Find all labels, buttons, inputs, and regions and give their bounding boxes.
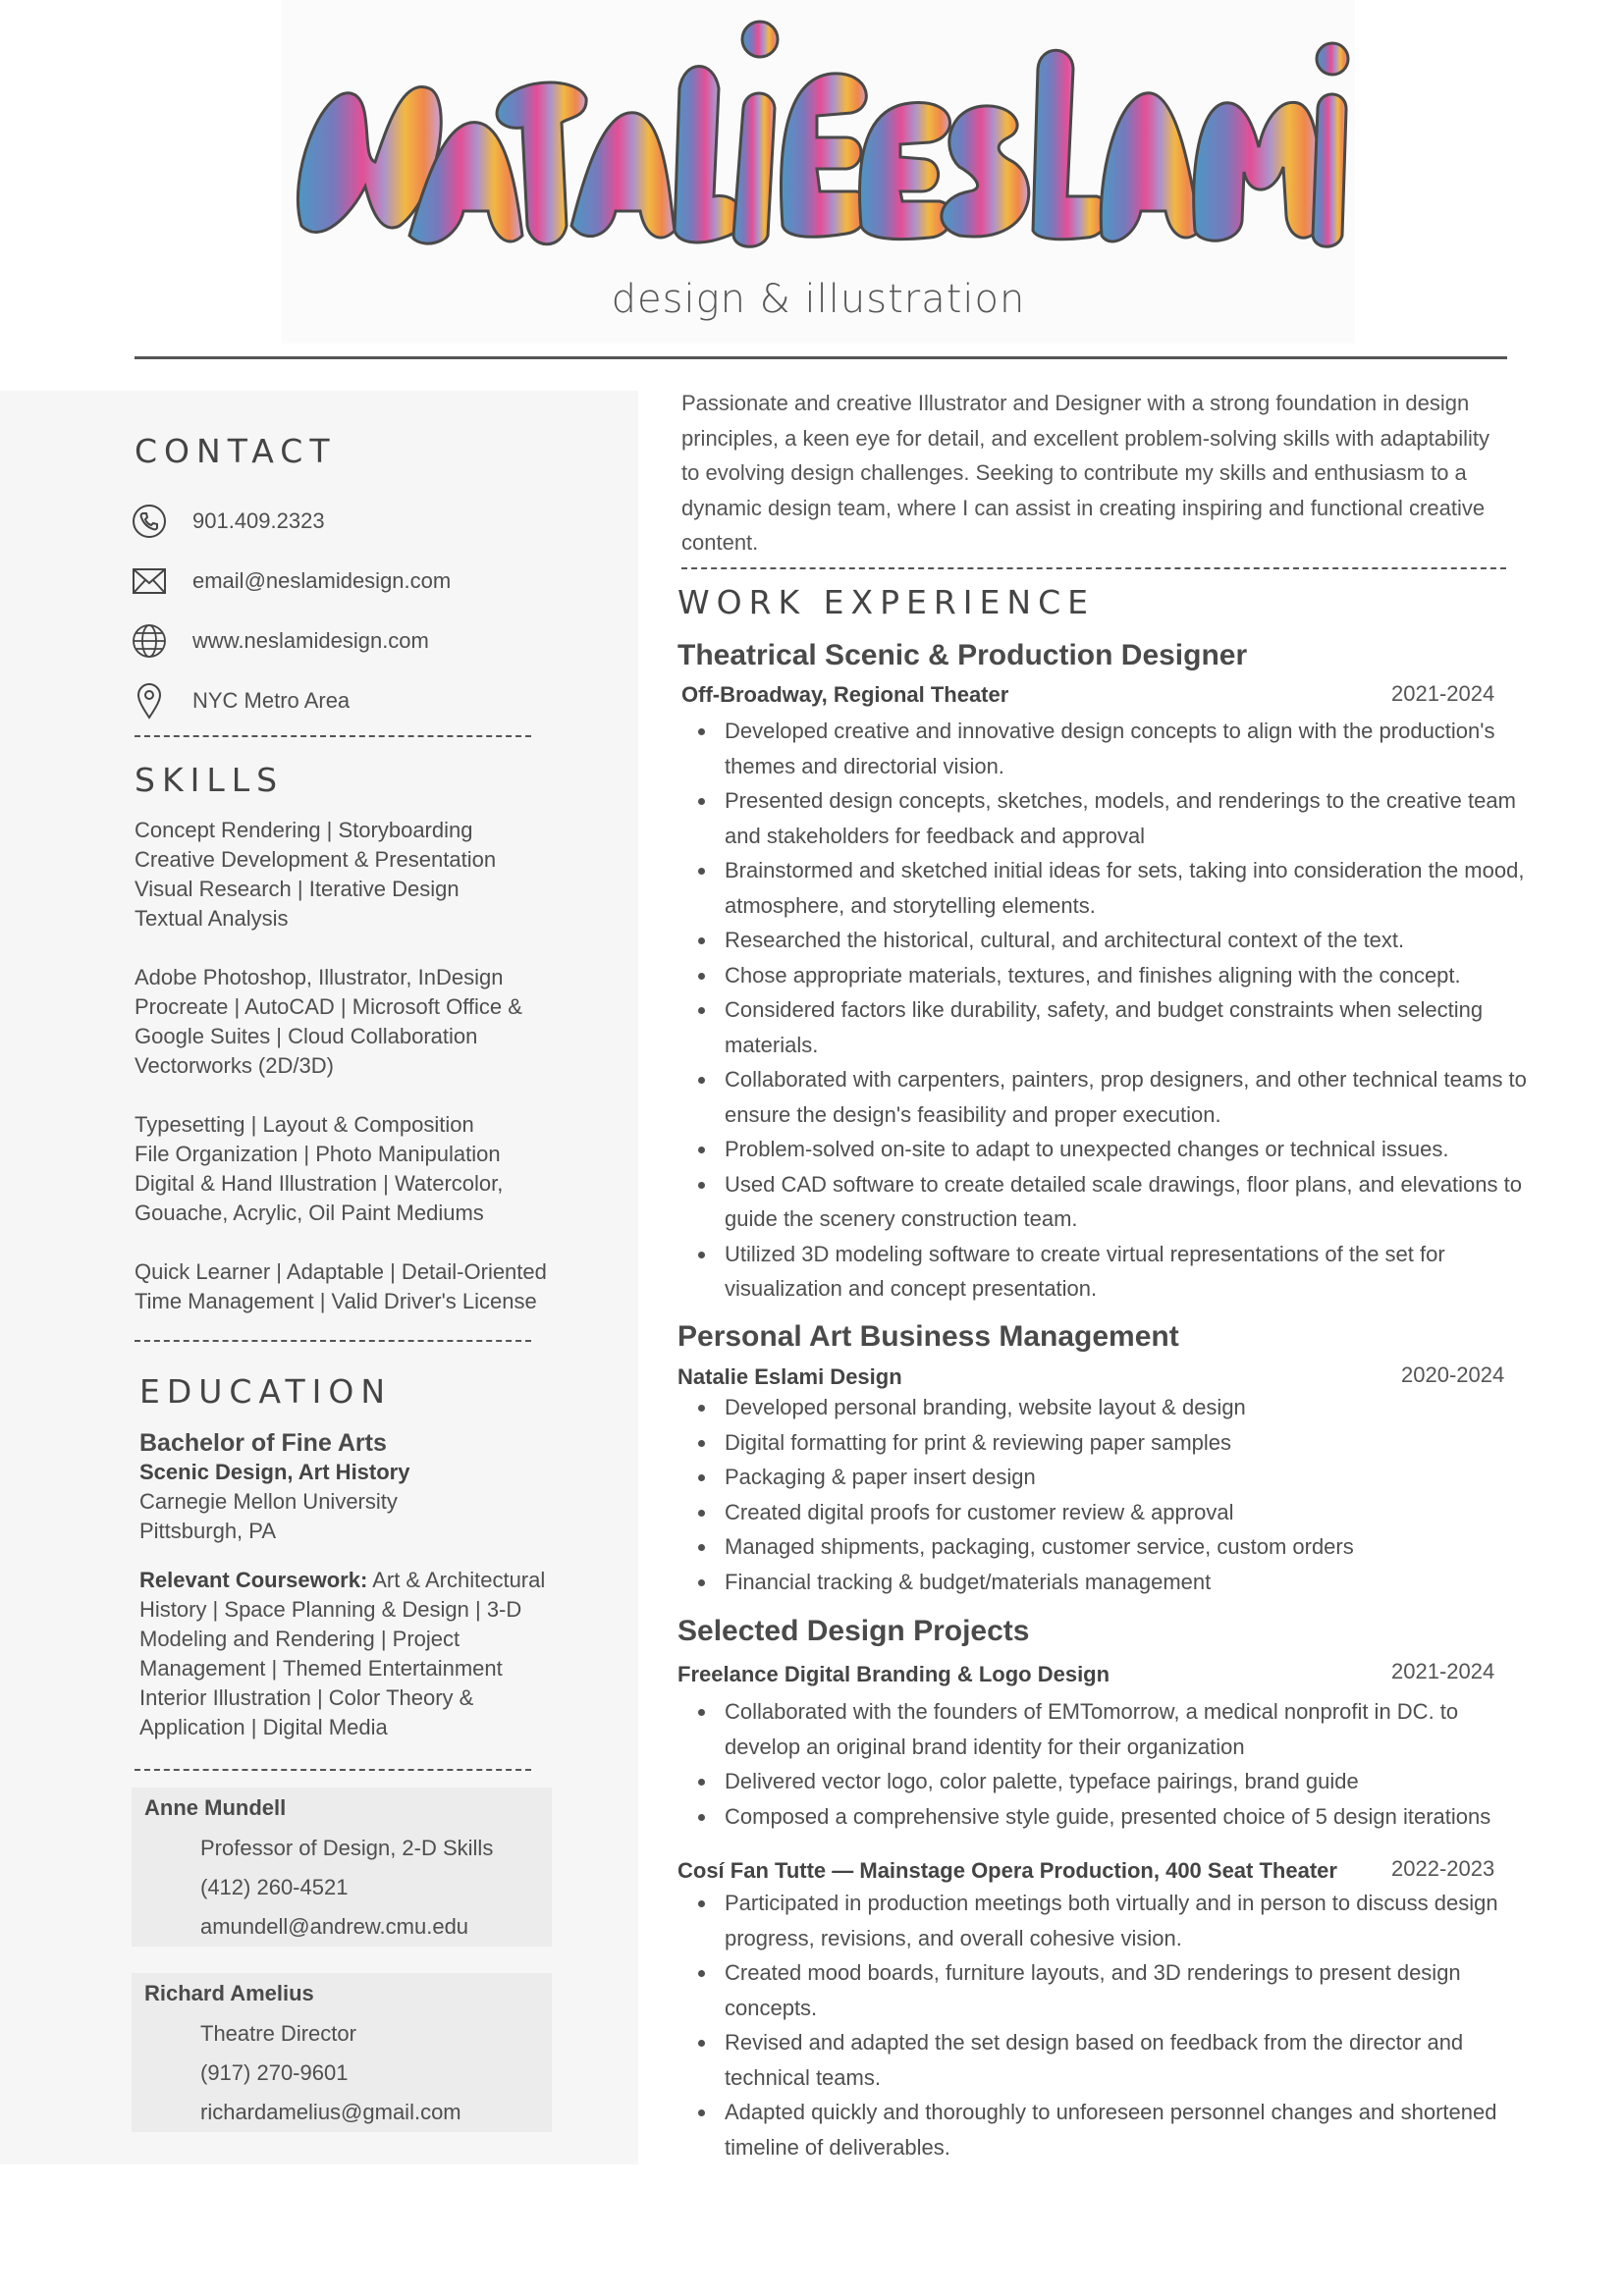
skills-heading: SKILLS [135, 761, 285, 799]
phone-icon [131, 503, 168, 540]
reference-email[interactable]: richardamelius@gmail.com [200, 2100, 461, 2124]
divider [135, 1340, 531, 1342]
project-dates: 2022-2023 [1391, 1856, 1495, 1881]
list-item: • Used CAD software to create detailed scale drawings, floor plans, and elevations to guide the scenery construction team. [718, 1167, 1533, 1237]
reference-card [132, 1973, 552, 2132]
major: Scenic Design, Art History [139, 1460, 410, 1484]
contact-heading: CONTACT [135, 432, 337, 470]
skills-group-software [135, 963, 576, 1081]
list-item: • Participated in production meetings both virtually and in person to discuss design progress, revisions, and overall cohesive vision. [718, 1886, 1533, 1955]
list-item: • Utilized 3D modeling software to create virtual representations of the set for visualization and concept presentation. [718, 1237, 1533, 1307]
education-heading: EDUCATION [139, 1372, 393, 1411]
phone-text: 901.409.2323 [192, 508, 325, 533]
reference-role: Professor of Design, 2-D Skills [200, 1836, 494, 1860]
reference-name: Richard Amelius [144, 1981, 314, 2005]
list-item: • Delivered vector logo, color palette, typeface pairings, brand guide [718, 1764, 1533, 1799]
list-item: • Presented design concepts, sketches, models, and renderings to the creative team and stakeholders for feedback and approval [718, 783, 1533, 853]
divider [135, 1769, 531, 1771]
job-dates: 2021-2024 [1391, 681, 1495, 706]
skill-line: Gouache, Acrylic, Oil Paint Mediums [135, 1201, 484, 1225]
project-bullets [696, 1886, 1533, 2164]
reference-role: Theatre Director [200, 2021, 356, 2046]
list-item: • Digital formatting for print & reviewing paper samples [718, 1425, 1533, 1461]
job-bullets [696, 714, 1533, 1307]
reference-email[interactable]: amundell@andrew.cmu.edu [200, 1914, 469, 1939]
skill-line: Visual Research | Iterative Design [135, 877, 460, 901]
skill-line: Concept Rendering | Storyboarding [135, 818, 473, 842]
skill-line: Quick Learner | Adaptable | Detail-Oriented [135, 1259, 547, 1284]
project-title: Cosí Fan Tutte — Mainstage Opera Production, 400 Seat Theater [677, 1858, 1337, 1883]
coursework-text: Interior Illustration | Color Theory & [139, 1685, 474, 1710]
list-item: • Revised and adapted the set design based on feedback from the director and technical teams. [718, 2025, 1533, 2095]
list-item: • Developed creative and innovative design concepts to align with the production's themes and directorial vision. [718, 714, 1533, 783]
logo-artwork [282, 0, 1355, 285]
list-item: • Managed shipments, packaging, customer service, custom orders [718, 1529, 1533, 1565]
school-location: Pittsburgh, PA [139, 1519, 276, 1543]
list-item: • Problem-solved on-site to adapt to unexpected changes or technical issues. [718, 1132, 1533, 1167]
job-organization: Off-Broadway, Regional Theater [681, 682, 1009, 707]
contact-email[interactable] [131, 561, 451, 601]
job-dates: 2020-2024 [1401, 1362, 1505, 1387]
divider [135, 735, 531, 737]
location-pin-icon [131, 682, 168, 720]
tagline: design & illustration [611, 277, 1026, 322]
work-experience-heading: WORK EXPERIENCE [677, 583, 1095, 621]
reference-name: Anne Mundell [144, 1795, 287, 1820]
header-divider [135, 356, 1507, 359]
coursework-text: Application | Digital Media [139, 1715, 388, 1739]
list-item: • Created digital proofs for customer review & approval [718, 1495, 1533, 1530]
skill-line: Adobe Photoshop, Illustrator, InDesign [135, 965, 504, 989]
logo-banner [282, 0, 1355, 344]
reference-phone[interactable]: (917) 270-9601 [200, 2060, 349, 2085]
list-item: • Packaging & paper insert design [718, 1460, 1533, 1495]
education-block [139, 1428, 581, 1742]
skills-list [135, 816, 576, 1346]
list-item: • Considered factors like durability, safety, and budget constraints when selecting materials. [718, 992, 1533, 1062]
coursework-text: Management | Themed Entertainment [139, 1656, 503, 1681]
sidebar [0, 391, 638, 2164]
skills-group-creative [135, 816, 576, 934]
coursework-text: Modeling and Rendering | Project [139, 1627, 460, 1651]
skill-line: Creative Development & Presentation [135, 847, 497, 872]
list-item: • Developed personal branding, website layout & design [718, 1390, 1533, 1425]
list-item: • Researched the historical, cultural, and architectural context of the text. [718, 923, 1533, 958]
list-item: • Financial tracking & budget/materials management [718, 1565, 1533, 1600]
skill-line: Time Management | Valid Driver's License [135, 1289, 537, 1313]
project-bullets [696, 1694, 1533, 1834]
job-title: Personal Art Business Management [677, 1320, 1179, 1353]
coursework [139, 1566, 581, 1742]
skills-group-design [135, 1110, 576, 1228]
email-text: email@neslamidesign.com [192, 568, 452, 593]
list-item: • Composed a comprehensive style guide, presented choice of 5 design iterations [718, 1799, 1533, 1835]
skill-line: Vectorworks (2D/3D) [135, 1053, 334, 1078]
skill-line: Google Suites | Cloud Collaboration [135, 1024, 478, 1048]
coursework-text: Art & Architectural [367, 1568, 546, 1592]
location-text: NYC Metro Area [192, 688, 351, 713]
website-text: www.neslamidesign.com [192, 628, 429, 653]
job-title: Theatrical Scenic & Production Designer [677, 639, 1248, 671]
coursework-text: History | Space Planning & Design | 3-D [139, 1597, 522, 1622]
project-dates: 2021-2024 [1391, 1659, 1495, 1683]
divider [681, 567, 1506, 569]
skill-line: File Organization | Photo Manipulation [135, 1142, 501, 1166]
list-item: • Created mood boards, furniture layouts, and 3D renderings to present design concepts. [718, 1955, 1533, 2025]
job-bullets [696, 1390, 1533, 1599]
skill-line: Typesetting | Layout & Composition [135, 1112, 474, 1137]
skill-line: Digital & Hand Illustration | Watercolor, [135, 1171, 504, 1196]
project-title: Freelance Digital Branding & Logo Design [677, 1662, 1110, 1686]
list-item: • Collaborated with carpenters, painters, prop designers, and other technical teams to ensure the design's feasibility and proper execution. [718, 1062, 1533, 1132]
reference-card [132, 1788, 552, 1947]
list-item: • Adapted quickly and thoroughly to unforeseen personnel changes and shortened timeline of deliverables. [718, 2095, 1533, 2164]
skills-group-soft [135, 1257, 576, 1316]
reference-phone[interactable]: (412) 260-4521 [200, 1875, 349, 1899]
globe-icon [131, 622, 168, 660]
school: Carnegie Mellon University [139, 1489, 398, 1514]
coursework-label: Relevant Coursework: [139, 1568, 368, 1592]
list-item: • Chose appropriate materials, textures, and finishes aligning with the concept. [718, 958, 1533, 993]
contact-phone[interactable] [131, 502, 325, 541]
summary: Passionate and creative Illustrator and Designer with a strong foundation in design principles, a keen eye for detail, and excellent problem-solving skills with adaptability to evolving design challenges. Seeking to contribute my skills and enthusiasm to a dynamic design team, where I can assist in creating inspiring and functional creative content. [681, 391, 1489, 555]
contact-website[interactable] [131, 621, 429, 661]
degree: Bachelor of Fine Arts [139, 1429, 387, 1457]
job-organization: Natalie Eslami Design [677, 1364, 902, 1389]
projects-heading: Selected Design Projects [677, 1615, 1030, 1647]
skill-line: Textual Analysis [135, 906, 289, 931]
list-item: • Brainstormed and sketched initial ideas for sets, taking into consideration the mood, atmosphere, and storytelling elements. [718, 853, 1533, 923]
mail-icon [131, 562, 168, 600]
skill-line: Procreate | AutoCAD | Microsoft Office & [135, 994, 522, 1019]
contact-location [131, 681, 350, 721]
list-item: • Collaborated with the founders of EMTomorrow, a medical nonprofit in DC. to develop an original brand identity for their organization [718, 1694, 1533, 1764]
